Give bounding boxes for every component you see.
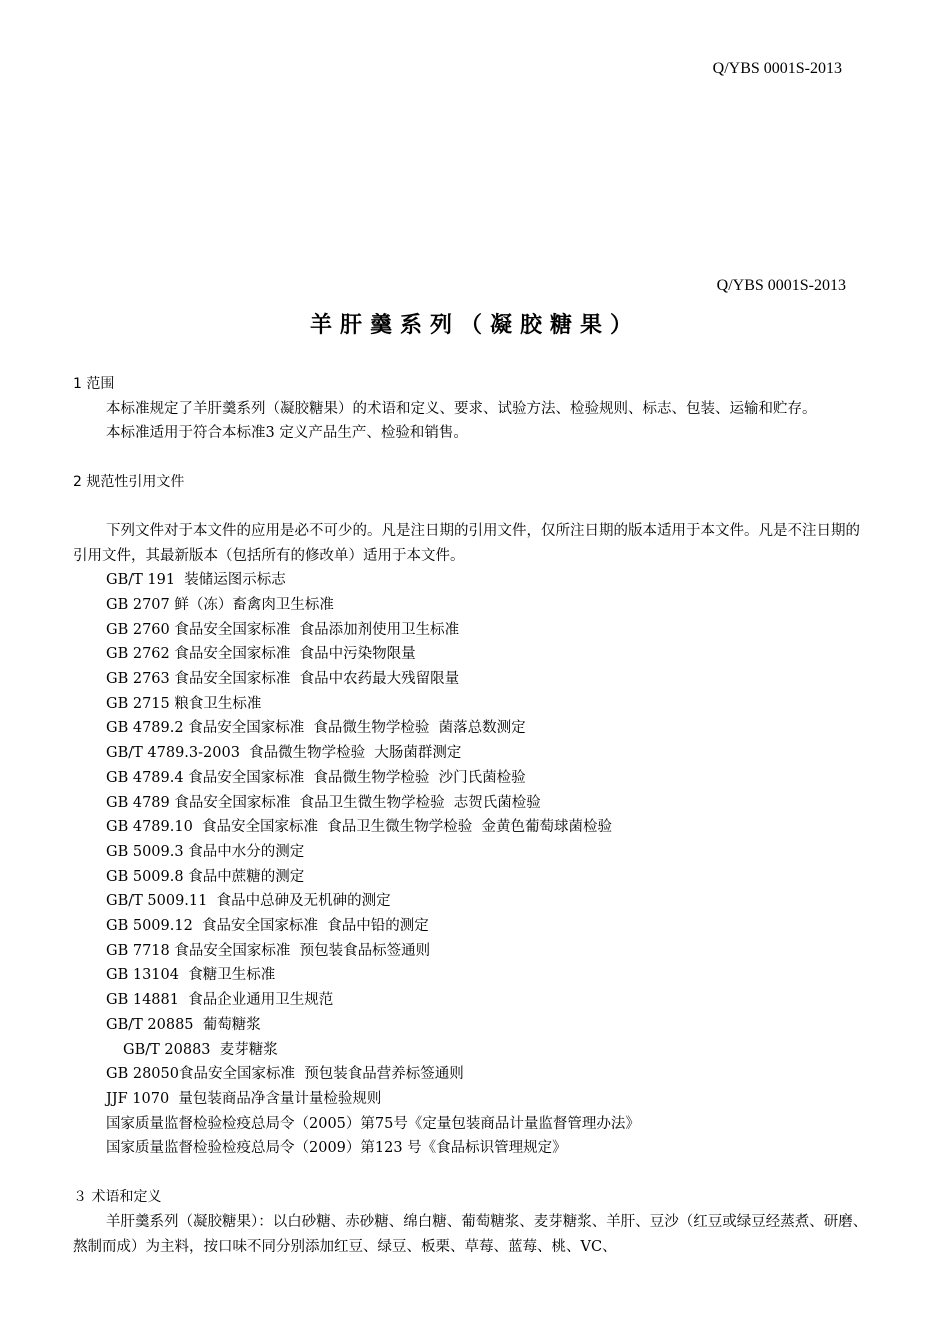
reference-item: GB/T 20883 麦芽糖浆: [123, 1041, 278, 1058]
section-heading-terms: ３ 术语和定义: [73, 1189, 162, 1206]
reference-item: GB/T 5009.11 食品中总砷及无机砷的测定: [106, 893, 391, 910]
reference-item: GB 5009.3 食品中水分的测定: [106, 843, 305, 860]
spacer: [73, 446, 868, 470]
scope-paragraph-2: 本标准适用于符合本标准3 定义产品生产、检验和销售。: [106, 425, 468, 442]
document-body: [73, 372, 868, 1259]
reference-item: GB 5009.12 食品安全国家标准 食品中铅的测定: [106, 918, 429, 935]
reference-item: GB/T 20885 葡萄糖浆: [106, 1016, 261, 1033]
reference-item: 国家质量监督检验检疫总局令（2009）第123 号《食品标识管理规定》: [106, 1140, 567, 1157]
spacer: [73, 1161, 868, 1185]
section-heading-normative: 2 规范性引用文件: [73, 474, 185, 491]
normative-intro: 下列文件对于本文件的应用是必不可少的。凡是注日期的引用文件，仅所注日期的版本适用于本文件。凡是不注日期的引用文件，其最新版本（包括所有的修改单）适用于本文件。: [73, 522, 860, 564]
reference-item: GB 28050食品安全国家标准 预包装食品营养标签通则: [106, 1066, 464, 1083]
reference-item: GB 2762 食品安全国家标准 食品中污染物限量: [106, 646, 416, 663]
reference-item: GB 4789.4 食品安全国家标准 食品微生物学检验 沙门氏菌检验: [106, 769, 526, 786]
reference-item: 国家质量监督检验检疫总局令（2005）第75号《定量包装商品计量监督管理办法》: [106, 1115, 640, 1132]
reference-item: GB 4789.2 食品安全国家标准 食品微生物学检验 菌落总数测定: [106, 720, 526, 737]
reference-item: JJF 1070 量包装商品净含量计量检验规则: [106, 1090, 382, 1107]
reference-item: GB 5009.8 食品中蔗糖的测定: [106, 868, 305, 885]
reference-item: GB/T 191 装储运图示标志: [106, 572, 286, 589]
terms-paragraph-1: 羊肝羹系列（凝胶糖果）：以白砂糖、赤砂糖、绵白糖、葡萄糖浆、麦芽糖浆、羊肝、豆沙（红豆或绿豆经蒸煮、研磨、熬制而成）为主料，按口味不同分别添加红豆、绿豆、板栗、草莓、蓝莓、桃、VC、: [73, 1213, 868, 1255]
reference-item: GB 4789.10 食品安全国家标准 食品卫生微生物学检验 金黄色葡萄球菌检验: [106, 819, 612, 836]
reference-item: GB 13104 食糖卫生标准: [106, 967, 276, 984]
document-title: 羊肝羹系列（凝胶糖果）: [309, 313, 640, 338]
reference-item: GB 2763 食品安全国家标准 食品中农药最大残留限量: [106, 671, 460, 688]
reference-item: GB 2707 鲜（冻）畜禽肉卫生标准: [106, 596, 334, 613]
reference-item: GB 4789 食品安全国家标准 食品卫生微生物学检验 志贺氏菌检验: [106, 794, 541, 811]
document-code-header: Q/YBS 0001S-2013: [712, 60, 842, 77]
reference-item: GB/T 4789.3-2003 食品微生物学检验 大肠菌群测定: [106, 745, 462, 762]
reference-item: GB 2715 粮食卫生标准: [106, 695, 262, 712]
reference-item: GB 14881 食品企业通用卫生规范: [106, 992, 334, 1009]
scope-paragraph-1: 本标准规定了羊肝羹系列（凝胶糖果）的术语和定义、要求、试验方法、检验规则、标志、包装、运输和贮存。: [106, 400, 817, 417]
document-code: Q/YBS 0001S-2013: [716, 277, 846, 294]
section-heading-scope: 1 范围: [73, 376, 115, 392]
reference-item: GB 2760 食品安全国家标准 食品添加剂使用卫生标准: [106, 621, 460, 638]
reference-list: [73, 568, 868, 1161]
reference-item: GB 7718 食品安全国家标准 预包装食品标签通则: [106, 942, 431, 959]
spacer: [73, 495, 868, 519]
